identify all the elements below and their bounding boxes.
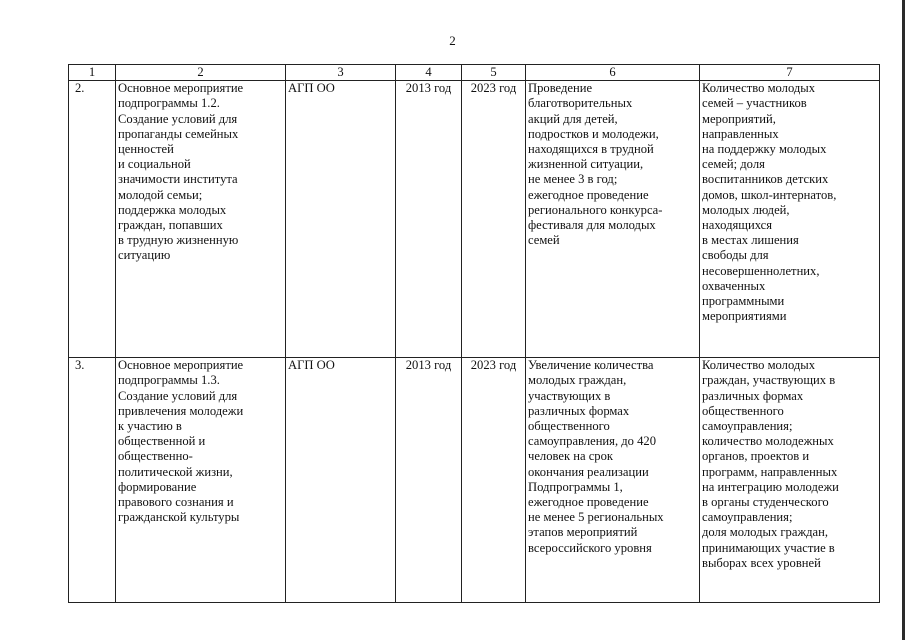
- table-header: [69, 65, 880, 81]
- header-col-2: 2: [116, 65, 286, 81]
- result-cell: [526, 358, 700, 603]
- result-cell: [526, 81, 700, 358]
- table-row: [69, 358, 880, 603]
- row-number: 2.: [69, 81, 116, 358]
- indicator-cell: [700, 358, 880, 603]
- start-year-cell: 2013 год: [396, 81, 462, 358]
- result-text: Проведение благотворительных акций для детей, подростков и молодежи, находящихся в трудной жизненной ситуации, не менее 3 в год; ежегодное проведение регионального конкурса- фестиваля для молодых семей: [528, 81, 663, 248]
- activity-cell: [116, 358, 286, 603]
- row-number: 3.: [69, 358, 116, 603]
- header-row: [69, 65, 880, 81]
- header-col-3: 3: [286, 65, 396, 81]
- header-col-4: 4: [396, 65, 462, 81]
- indicator-text: Количество молодых семей – участников мероприятий, направленных на поддержку молодых семей; доля воспитанников детских домов, школ-интернатов, молодых людей, находящихся в местах лишения свободы для несовершеннолетних, охваченных программными мероприятиями: [702, 81, 837, 324]
- header-col-5: 5: [462, 65, 526, 81]
- end-year-cell: 2023 год: [462, 358, 526, 603]
- table-row: [69, 81, 880, 358]
- end-year-cell: 2023 год: [462, 81, 526, 358]
- activity-text: Основное мероприятие подпрограммы 1.2. Создание условий для пропаганды семейных ценностей и социальной значимости института молодой семьи; поддержка молодых граждан, попавших в трудную жизненную ситуацию: [118, 81, 244, 263]
- start-year-cell: 2013 год: [396, 358, 462, 603]
- executor-cell: АГП ОО: [286, 81, 396, 358]
- indicator-text: Количество молодых граждан, участвующих в различных формах общественного самоуправления; количество молодежных органов, проектов и программ, направленных на интеграцию молодежи в органы студенческого самоуправления; доля молодых граждан, принимающих участие в выборах всех уровней: [702, 358, 839, 570]
- page-number: 2: [449, 33, 456, 48]
- activity-cell: [116, 81, 286, 358]
- header-col-7: 7: [700, 65, 880, 81]
- result-text: Увеличение количества молодых граждан, участвующих в различных формах общественного самоуправления, до 420 человек на срок окончания реализации Подпрограммы 1, ежегодное проведение не менее 5 региональных этапов мероприятий всероссийского уровня: [528, 358, 664, 555]
- indicator-cell: [700, 81, 880, 358]
- header-col-1: 1: [69, 65, 116, 81]
- activity-text: Основное мероприятие подпрограммы 1.3. Создание условий для привлечения молодежи к участию в общественной и общественно- политической жизни, формирование правового сознания и гражданской культуры: [118, 358, 244, 525]
- header-col-6: 6: [526, 65, 700, 81]
- program-table: [68, 64, 880, 603]
- executor-cell: АГП ОО: [286, 358, 396, 603]
